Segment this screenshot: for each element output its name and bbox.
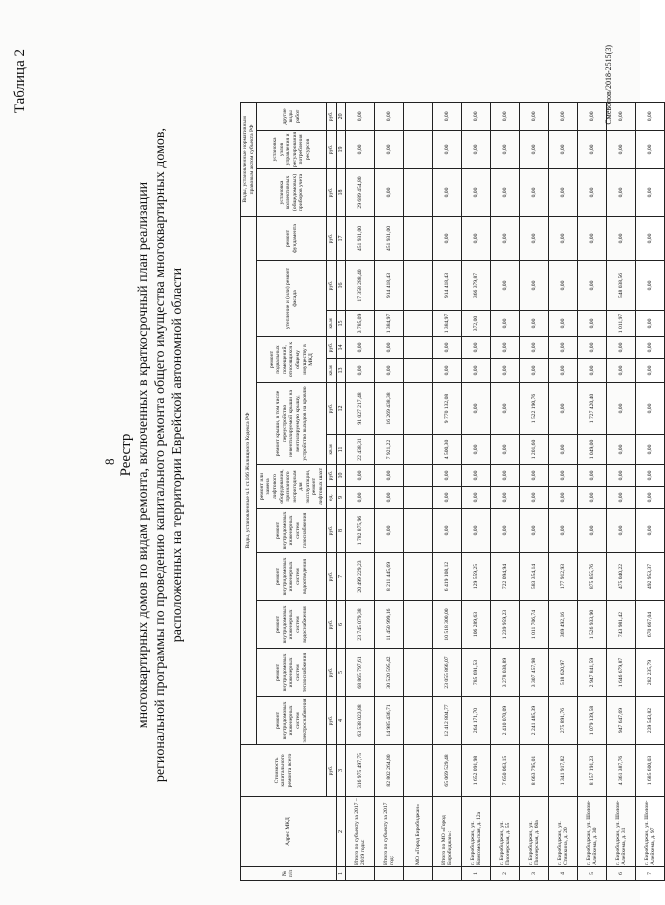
row-address: Итого по субъекту за 2017 год: [375,797,404,867]
row-value: 0,00 [462,337,491,359]
header-facade: утепление и (или) ремонт фасада [257,261,327,337]
row-value: 0,00 [491,130,520,168]
row-value [404,487,433,509]
row-value: 0,00 [636,383,665,435]
row-address: г. Биробиджан, ул. Пионерская, д. 60а [520,797,549,867]
unit: руб. [327,217,337,261]
row-value: 7 921,22 [375,435,404,465]
column-number: 20 [336,102,346,130]
row-value: 0,00 [491,435,520,465]
row-value: 0,00 [578,311,607,337]
row-value: 0,00 [578,337,607,359]
column-number-row [336,102,346,880]
column-number: 2 [336,797,346,867]
row-value: 0,00 [636,217,665,261]
unit: руб. [327,465,337,487]
row-value: 0,00 [636,465,665,487]
row-value: 0,00 [549,261,578,311]
table-body [346,102,665,880]
row-value: 0,00 [549,337,578,359]
row-value: 0,00 [636,487,665,509]
row-value: 6 419 108,12 [433,553,462,601]
row-value: 0,00 [491,102,520,130]
row-value: 1 685 600,03 [636,745,665,797]
row-number: 7 [636,867,665,881]
row-address: г. Биробиджан, ул. Шолом-Алейхема, д. 97 [636,797,665,867]
row-value: 30 520 595,42 [375,649,404,697]
row-value: 0,00 [433,359,462,383]
row-value: 369 492,16 [549,601,578,649]
row-value: 0,00 [549,102,578,130]
row-value: 4 500,30 [433,435,462,465]
column-number: 15 [336,311,346,337]
row-value: 8 663 795,01 [520,745,549,797]
row-value: 0,00 [375,169,404,217]
row-number: 6 [607,867,636,881]
row-value: 1 011 706,74 [520,601,549,649]
row-value: 1 239 959,23 [491,601,520,649]
row-value: 475 040,22 [607,553,636,601]
row-value: 0,00 [433,217,462,261]
row-value: 8 211 445,69 [375,553,404,601]
header-meters: установка коллективных (общедомовых) приборов учета [257,169,327,217]
row-value: 20 499 229,23 [346,553,375,601]
row-value: 2 410 070,09 [491,697,520,745]
title-line: расположенных на территории Еврейской автономной области [170,267,185,643]
row-value: 1 526 933,90 [578,601,607,649]
title-line: многоквартирных домов по видам ремонта, включенных в краткосрочный план реализации [136,181,151,729]
row-number: 3 [520,867,549,881]
row-value: 0,00 [607,435,636,465]
row-value: 9 770 132,08 [433,383,462,435]
row-value: 0,00 [520,130,549,168]
row-number [375,867,404,881]
row-value: 0,00 [636,337,665,359]
row-value: 0,00 [578,261,607,311]
column-number: 4 [336,697,346,745]
row-value: 22 438,31 [346,435,375,465]
row-value: 0,00 [607,487,636,509]
header-other: другие виды работ [257,102,327,130]
document-title [118,75,186,835]
row-value [404,130,433,168]
row-value: 492 953,37 [636,553,665,601]
row-value: 0,00 [636,311,665,337]
header-heat: ремонт внутридомовых инженерных систем теплоснабжения [257,649,327,697]
row-value: 4 361 387,76 [607,745,636,797]
row-value: 0,00 [491,359,520,383]
row-value: 0,00 [549,509,578,553]
row-value: 0,00 [520,337,549,359]
row-value: 0,00 [462,130,491,168]
table-row [404,102,433,880]
registry-table [240,102,665,881]
row-value: 0,00 [462,383,491,435]
row-value: 0,00 [520,261,549,311]
row-value: 0,00 [375,465,404,487]
row-value: 518 620,97 [549,649,578,697]
row-value: 0,00 [607,383,636,435]
row-value: 1 782 875,96 [346,509,375,553]
header-roof: ремонт крыши, в том числе переустройство невентилируемой крыши на вентилируемую крышу, устройство выходов на кровлю [257,383,327,465]
row-value: 0,00 [462,217,491,261]
row-value: 0,00 [375,102,404,130]
row-value: 316 975 497,75 [346,745,375,797]
row-number: 4 [549,867,578,881]
row-value: 3 307 457,98 [520,649,549,697]
row-value: 1 384,97 [433,311,462,337]
unit: ед. [327,487,337,509]
column-number: 18 [336,169,346,217]
row-value: 0,00 [491,169,520,217]
row-address: Итого по субъекту за 2017 – 2019 годы: [346,797,375,867]
row-number [346,867,375,881]
row-value: 0,00 [462,359,491,383]
row-value: 0,00 [462,509,491,553]
row-value: 0,00 [346,102,375,130]
unit: руб. [327,649,337,697]
rotated-content [10,15,657,895]
row-value [404,169,433,217]
row-value [404,435,433,465]
unit: руб. [327,130,337,168]
row-value: 1 079 139,58 [578,697,607,745]
header-gas: ремонт внутридомовых инженерных систем газоснабжения [257,509,327,553]
row-value: 0,00 [433,337,462,359]
row-value [404,601,433,649]
row-value: 1 522 190,76 [520,383,549,435]
row-value: 0,00 [346,465,375,487]
row-value [404,311,433,337]
row-number: 1 [462,867,491,881]
row-value: 0,00 [346,487,375,509]
row-value: 0,00 [549,383,578,435]
column-number: 11 [336,435,346,465]
row-value: 0,00 [578,509,607,553]
row-value: 29 689 454,80 [346,169,375,217]
row-value: 63 538 023,88 [346,697,375,745]
row-value: 1 049,00 [578,435,607,465]
column-number: 19 [336,130,346,168]
row-value: 0,00 [520,359,549,383]
row-value: 0,00 [549,359,578,383]
column-number: 17 [336,217,346,261]
row-value: 743 981,42 [607,601,636,649]
row-value: 0,00 [346,337,375,359]
row-value: 0,00 [462,465,491,487]
row-value: 0,00 [636,435,665,465]
row-value: 0,00 [491,509,520,553]
header-nodes: установка узлов управления и регулирования потребления ресурсов [257,130,327,168]
row-value [404,745,433,797]
unit: кв.м [327,359,337,383]
row-value: 2 241 485,39 [520,697,549,745]
row-value: 0,00 [375,509,404,553]
row-value: 0,00 [578,169,607,217]
title-line: Реестр [118,433,134,477]
row-address: г. Биробиджан, ул. Стяжкина, д. 20 [549,797,578,867]
row-value: 0,00 [607,465,636,487]
row-value: 785 691,53 [462,649,491,697]
unit: руб. [327,383,337,435]
row-value: 0,00 [549,487,578,509]
row-value: 3 278 038,89 [491,649,520,697]
row-value: 0,00 [578,130,607,168]
row-value: 0,00 [433,130,462,168]
row-value [404,261,433,311]
row-value: 2 947 841,59 [578,649,607,697]
row-value: 0,00 [520,311,549,337]
row-value: 0,00 [462,169,491,217]
column-number: 16 [336,261,346,311]
column-number: 8 [336,509,346,553]
row-value: 17 358 288,40 [346,261,375,311]
table-row [375,102,404,880]
row-address: Итого по МО «Город Биробиджан»: [433,797,462,867]
unit: руб. [327,337,337,359]
header-group-subject: Виды, установленные нормативным правовым актом субъекта РФ [241,102,257,216]
row-value: 0,00 [491,487,520,509]
row-address: г. Биробиджан, ул. Пионерская, д. 55 [491,797,520,867]
row-value: 0,00 [491,311,520,337]
row-value: 0,00 [462,487,491,509]
table-row [462,102,491,880]
row-value: 0,00 [520,465,549,487]
row-value [404,553,433,601]
row-value: 82 802 264,80 [375,745,404,797]
row-value: 0,00 [491,337,520,359]
row-value: 0,00 [520,487,549,509]
row-value: 7 650 063,15 [491,745,520,797]
row-value: 0,00 [636,169,665,217]
row-value: 106 289,63 [462,601,491,649]
row-value: 0,00 [549,435,578,465]
unit: руб. [327,261,337,311]
row-value: 875 855,76 [578,553,607,601]
row-value: 0,00 [636,261,665,311]
unit: руб. [327,697,337,745]
header-sewer: ремонт внутридомовых инженерных систем водоотведения [257,553,327,601]
table-row [578,102,607,880]
row-value: 451 931,00 [346,217,375,261]
row-value: 0,00 [375,359,404,383]
header-no: № п/п [241,867,337,881]
column-number: 1 [336,867,346,881]
row-value [404,465,433,487]
row-value: 0,00 [636,130,665,168]
row-value: 8 157 191,23 [578,745,607,797]
row-value: 177 912,93 [549,553,578,601]
row-value: 0,00 [433,487,462,509]
row-value: 0,00 [578,465,607,487]
row-value: 0,00 [549,465,578,487]
row-value: 129 559,25 [462,553,491,601]
row-value: 275 891,76 [549,697,578,745]
row-value: 0,00 [375,130,404,168]
row-value: 0,00 [433,465,462,487]
row-value: 11 450 999,16 [375,601,404,649]
column-number: 6 [336,601,346,649]
row-value: 0,00 [607,130,636,168]
row-number: 5 [578,867,607,881]
page-number: 8 [102,458,117,465]
row-value: 68 865 797,61 [346,649,375,697]
row-value: 0,00 [520,509,549,553]
row-value [404,383,433,435]
row-value: 548 038,56 [607,261,636,311]
table-row [549,102,578,880]
row-address: МО «Город Биробиджан» [404,797,433,867]
column-number: 9 [336,487,346,509]
row-value: 23 055 866,07 [433,649,462,697]
row-number [404,867,433,881]
row-value [404,509,433,553]
unit: руб. [327,509,337,553]
row-value: 0,00 [346,130,375,168]
header-lift: ремонт или замена лифтового оборудования, признанного непригодным для эксплуатации, ремонт лифтовых шахт [257,465,327,509]
row-value: 0,00 [346,359,375,383]
row-value: 0,00 [549,217,578,261]
row-value: 0,00 [491,217,520,261]
row-value: 451 931,00 [375,217,404,261]
row-number: 2 [491,867,520,881]
header-water: ремонт внутридомовых инженерных систем водоснабжения [257,601,327,649]
column-number: 10 [336,465,346,487]
header-cost: Стоимость капитального ремонта всего [241,745,327,797]
column-number: 14 [336,337,346,359]
row-value: 0,00 [549,169,578,217]
row-value: 282 235,79 [636,649,665,697]
row-value: 65 069 529,48 [433,745,462,797]
row-value: 722 094,94 [491,553,520,601]
row-value: 264 171,70 [462,697,491,745]
unit: кв.м [327,311,337,337]
unit: руб. [327,169,337,217]
row-value: 0,00 [607,169,636,217]
row-value: 372,00 [462,311,491,337]
row-value: 23 745 079,38 [346,601,375,649]
footer-code: Смеволов/2018-2515(3) [604,45,613,125]
row-value: 0,00 [607,359,636,383]
row-value [404,697,433,745]
header-foundation: ремонт фундамента [257,217,327,261]
row-value: 12 412 804,77 [433,697,462,745]
row-value: 914 418,43 [375,261,404,311]
row-value: 0,00 [520,169,549,217]
row-value: 0,00 [491,465,520,487]
row-value: 1 201,60 [520,435,549,465]
row-value [404,217,433,261]
row-value: 670 667,04 [636,601,665,649]
table-row [346,102,375,880]
row-value: 0,00 [549,311,578,337]
column-number: 7 [336,553,346,601]
row-value: 3 785,09 [346,311,375,337]
row-value: 0,00 [433,169,462,217]
table-row [491,102,520,880]
column-number: 5 [336,649,346,697]
row-number [433,867,462,881]
row-value [404,102,433,130]
row-value: 0,00 [462,435,491,465]
row-value: 16 269 438,38 [375,383,404,435]
row-address: г. Биробиджан, ул. Комсомольская, д. 12а [462,797,491,867]
row-value: 0,00 [578,487,607,509]
row-value: 0,00 [607,217,636,261]
row-value [404,359,433,383]
table-row [636,102,665,880]
row-value: 1 646 679,87 [607,649,636,697]
row-value: 0,00 [375,487,404,509]
row-value: 0,00 [491,383,520,435]
row-value: 0,00 [607,509,636,553]
column-number: 3 [336,745,346,797]
table-row [433,102,462,880]
row-value: 947 647,69 [607,697,636,745]
row-value: 91 027 217,48 [346,383,375,435]
header-electric: ремонт внутридомовых инженерных систем электроснабжения [257,697,327,745]
row-value: 0,00 [636,509,665,553]
unit: руб. [327,601,337,649]
header-group-lc: Виды, установленные ч.1 ст.166 Жилищного Кодекса РФ [241,217,257,745]
row-value: 0,00 [578,102,607,130]
column-number: 13 [336,359,346,383]
table-row [607,102,636,880]
row-value [404,649,433,697]
row-value: 0,00 [462,102,491,130]
header-basement: ремонт подвальных помещений, относящихся к общему имуществу в МКД [257,337,327,383]
row-value: 0,00 [578,359,607,383]
row-value [404,337,433,359]
row-value: 10 518 300,00 [433,601,462,649]
row-value: 1 384,97 [375,311,404,337]
row-value: 1 341 917,82 [549,745,578,797]
row-value: 1 011,97 [607,311,636,337]
row-value: 0,00 [433,102,462,130]
row-value: 0,00 [578,217,607,261]
row-value: 0,00 [607,102,636,130]
row-value: 0,00 [636,102,665,130]
row-value: 0,00 [607,337,636,359]
unit: руб. [327,102,337,130]
table-label: Таблица 2 [12,49,28,114]
row-value: 0,00 [520,102,549,130]
table-row [520,102,549,880]
unit: руб. [327,745,337,797]
unit: руб. [327,553,337,601]
row-value: 914 418,43 [433,261,462,311]
row-value: 0,00 [520,217,549,261]
row-value: 0,00 [375,337,404,359]
row-address: г. Биробиджан, ул. Шолом-Алейхема, д. 31 [607,797,636,867]
row-value: 583 354,14 [520,553,549,601]
row-value: 1 727 420,40 [578,383,607,435]
title-line: региональной программы по проведению капитального ремонта общего имущества многоквартирных домов, [153,127,168,783]
row-value: 0,00 [433,509,462,553]
row-value: 1 652 091,98 [462,745,491,797]
row-value: 0,00 [636,359,665,383]
unit: кв.м [327,435,337,465]
row-value: 0,00 [549,130,578,168]
column-number: 12 [336,383,346,435]
row-value: 14 985 436,71 [375,697,404,745]
row-address: г. Биробиджан, ул. Шолом-Алейхема, д. 30 [578,797,607,867]
row-value: 0,00 [491,261,520,311]
row-value: 366 379,87 [462,261,491,311]
row-value: 239 543,82 [636,697,665,745]
header-address: Адрес МКД [241,797,337,867]
